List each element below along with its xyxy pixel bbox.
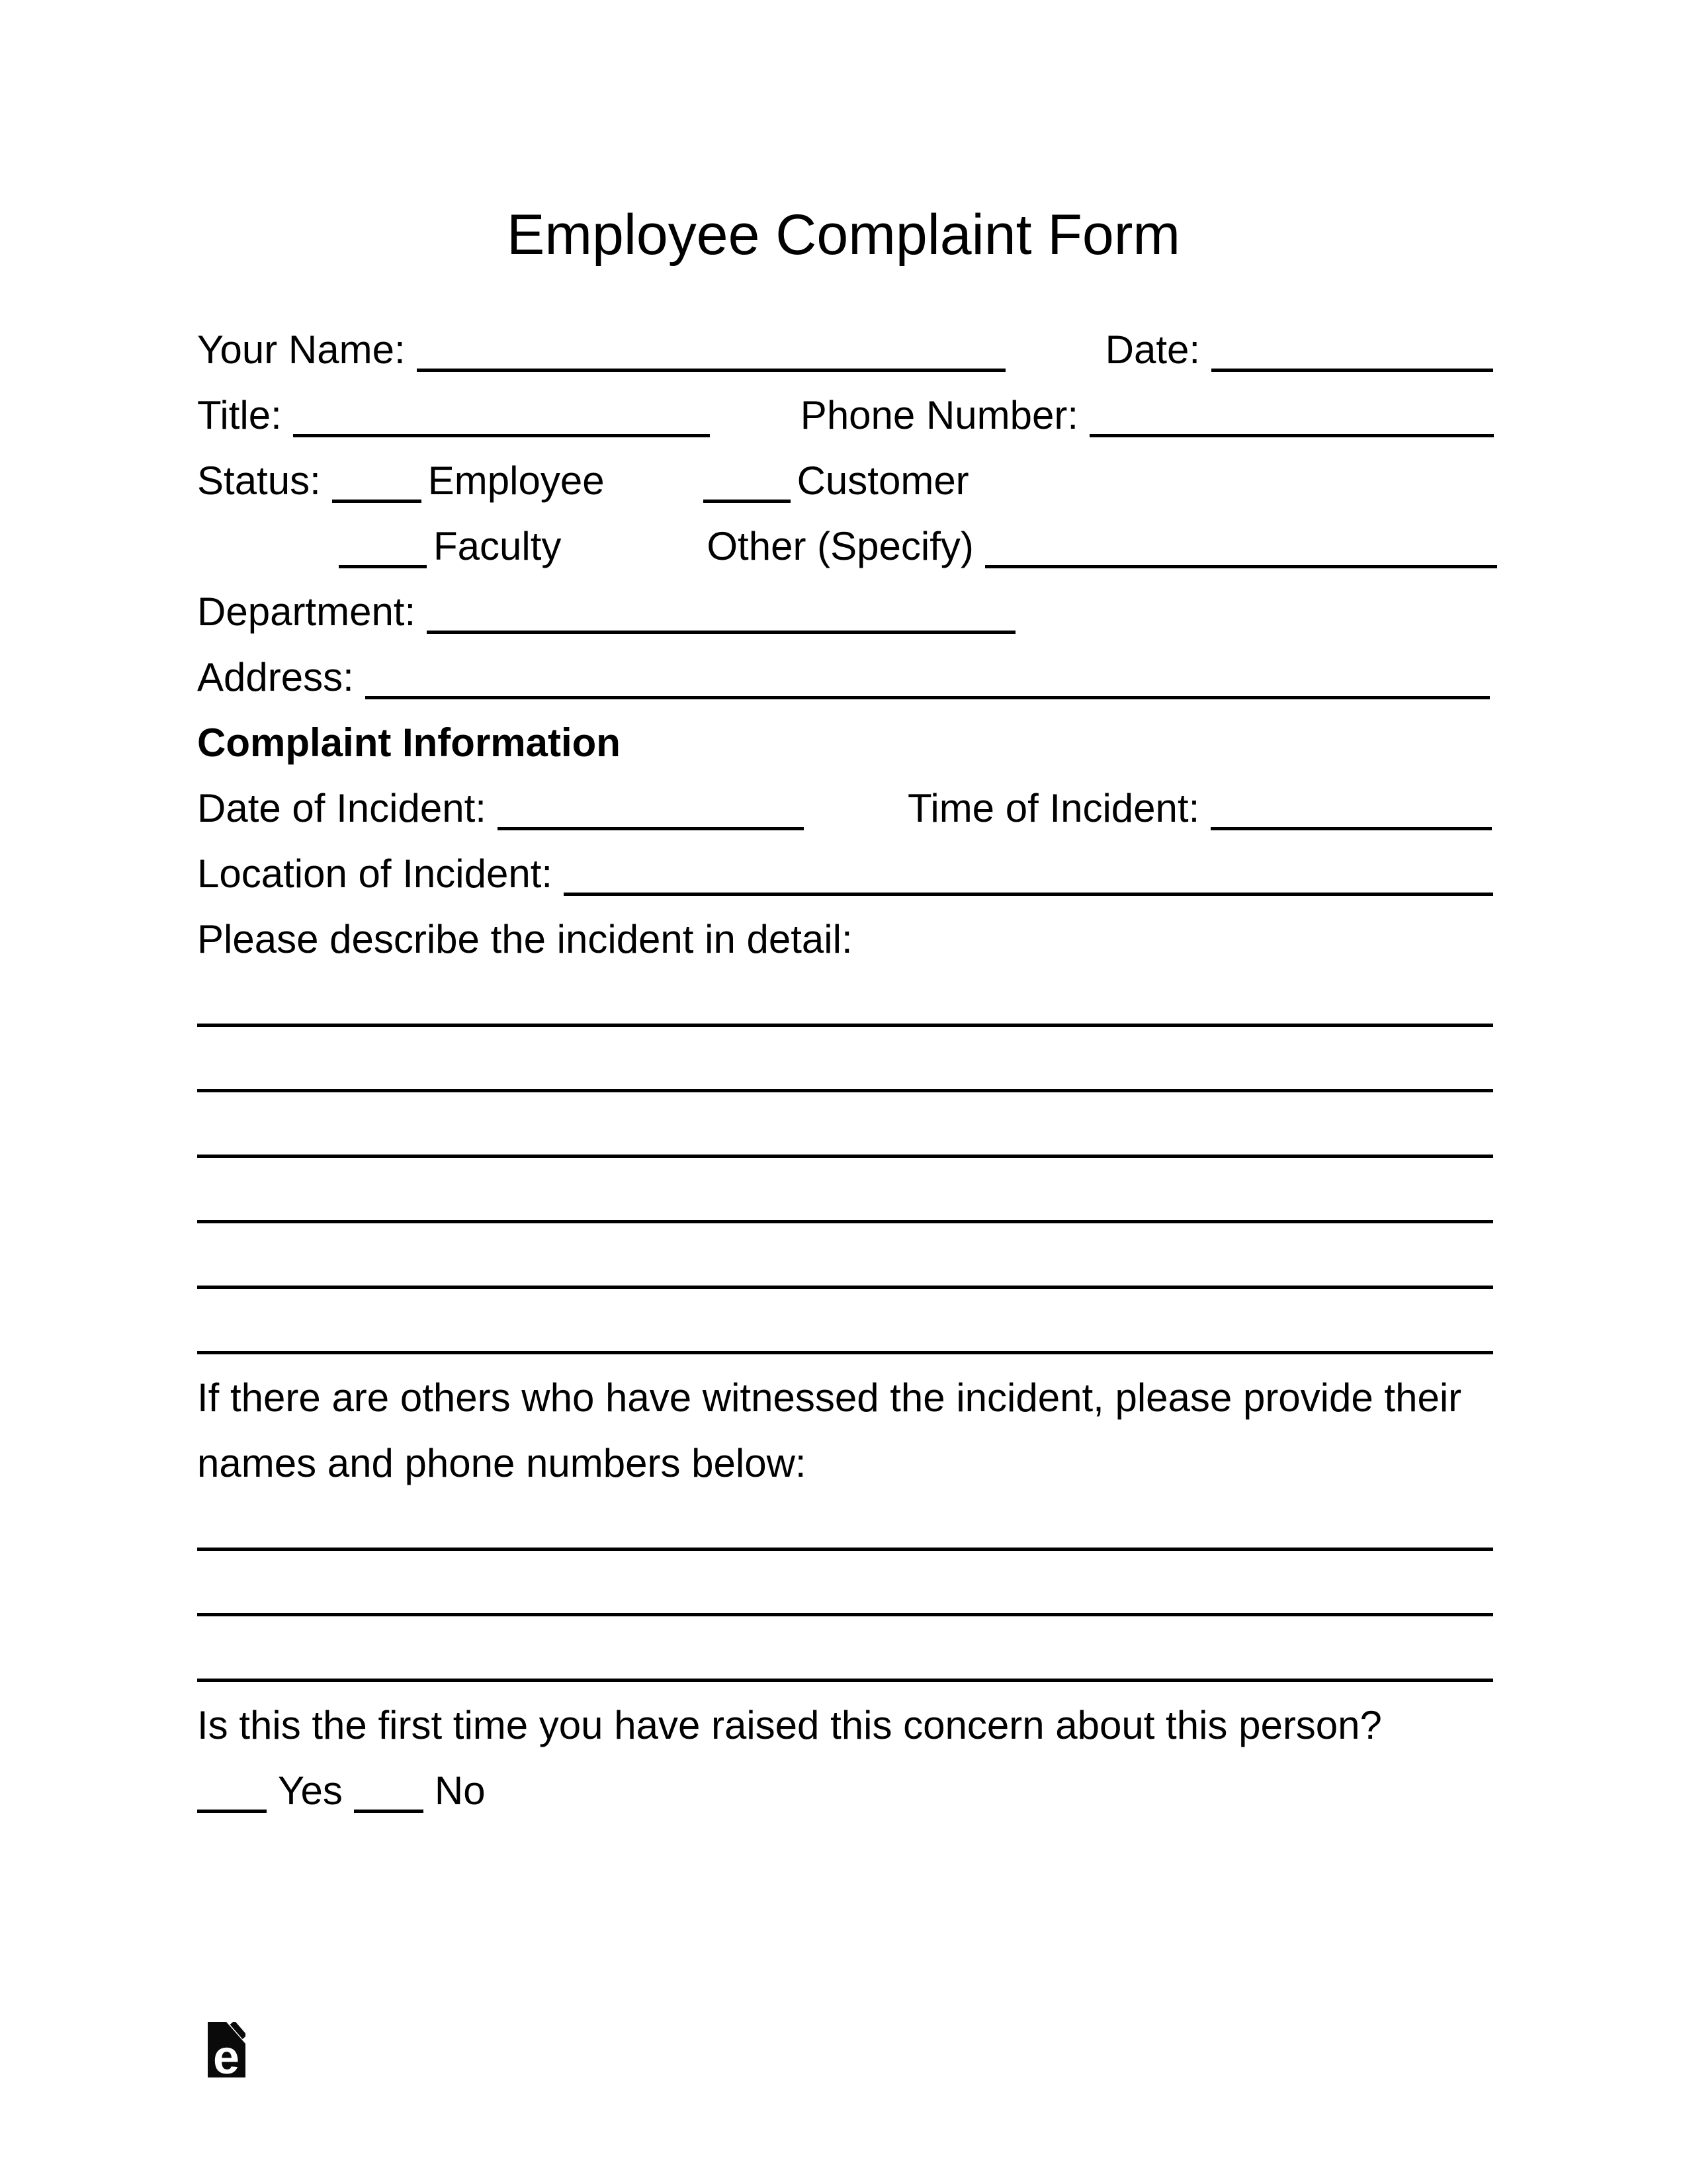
- incident-description-line-4[interactable]: [197, 1220, 1493, 1223]
- row-incident-location: [197, 841, 1493, 906]
- logo-letter: e: [212, 2031, 240, 2077]
- witness-line-row: [197, 1561, 1493, 1627]
- row-first-time-question: [197, 1692, 1493, 1758]
- phone-number-blank[interactable]: [1090, 434, 1494, 437]
- yes-blank[interactable]: [197, 1810, 267, 1813]
- status-customer-blank[interactable]: [703, 500, 791, 503]
- status-faculty-label: Faculty: [433, 524, 562, 568]
- status-customer-label: Customer: [797, 459, 969, 503]
- location-of-incident-label: Location of Incident:: [197, 852, 553, 896]
- witness-line-3[interactable]: [197, 1679, 1493, 1682]
- row-title-phone: [197, 382, 1493, 448]
- date-blank[interactable]: [1211, 369, 1493, 372]
- your-name-blank[interactable]: [417, 369, 1006, 372]
- document-icon: [208, 2022, 245, 2077]
- yes-label: Yes: [278, 1769, 343, 1813]
- row-address: [197, 644, 1493, 710]
- row-yes-no: [197, 1758, 1493, 1823]
- eforms-logo: [208, 2022, 245, 2077]
- description-line-row: [197, 972, 1493, 1037]
- no-blank[interactable]: [354, 1810, 423, 1813]
- row-describe-prompt: [197, 906, 1493, 972]
- witness-line-1[interactable]: [197, 1548, 1493, 1551]
- time-of-incident-blank[interactable]: [1211, 827, 1492, 830]
- phone-number-label: Phone Number:: [800, 393, 1079, 437]
- complaint-section-heading: Complaint Information: [197, 721, 621, 765]
- description-line-row: [197, 1234, 1493, 1299]
- time-of-incident-label: Time of Incident:: [907, 786, 1200, 830]
- status-employee-label: Employee: [427, 459, 605, 503]
- row-status-1: [197, 448, 1493, 513]
- incident-description-line-2[interactable]: [197, 1089, 1493, 1092]
- location-of-incident-blank[interactable]: [564, 893, 1493, 896]
- status-other-label: Other (Specify): [707, 524, 974, 568]
- row-status-2: [197, 513, 1493, 579]
- form-title: Employee Complaint Form: [506, 203, 1181, 267]
- description-line-row: [197, 1168, 1493, 1234]
- status-label: Status:: [197, 459, 321, 503]
- witness-line-2[interactable]: [197, 1613, 1493, 1616]
- incident-description-line-5[interactable]: [197, 1286, 1493, 1289]
- incident-description-line-1[interactable]: [197, 1024, 1493, 1027]
- row-section-heading: [197, 710, 1493, 775]
- first-time-question-label: Is this the first time you have raised this concern about this person?: [197, 1703, 1382, 1747]
- address-blank[interactable]: [365, 696, 1490, 699]
- witness-instruction: If there are others who have witnessed the incident, please provide their names and phone numbers below:: [197, 1376, 1462, 1485]
- incident-description-line-3[interactable]: [197, 1155, 1493, 1158]
- row-department: [197, 579, 1493, 644]
- address-label: Address:: [197, 655, 354, 699]
- title-label: Title:: [197, 393, 282, 437]
- no-label: No: [434, 1769, 486, 1813]
- incident-description-line-6[interactable]: [197, 1351, 1493, 1354]
- department-label: Department:: [197, 590, 416, 634]
- witness-line-row: [197, 1496, 1493, 1561]
- title-blank[interactable]: [293, 434, 710, 437]
- description-line-row: [197, 1037, 1493, 1103]
- row-incident-date-time: [197, 775, 1493, 841]
- status-faculty-blank[interactable]: [339, 565, 427, 568]
- description-line-row: [197, 1103, 1493, 1168]
- description-line-row: [197, 1299, 1493, 1365]
- date-of-incident-label: Date of Incident:: [197, 786, 486, 830]
- form-body: [197, 317, 1493, 1823]
- row-name-date: [197, 317, 1493, 382]
- date-label: Date:: [1105, 328, 1201, 372]
- describe-incident-label: Please describe the incident in detail:: [197, 917, 853, 961]
- your-name-label: Your Name:: [197, 328, 406, 372]
- status-employee-blank[interactable]: [332, 500, 421, 503]
- date-of-incident-blank[interactable]: [497, 827, 804, 830]
- other-specify-blank[interactable]: [985, 565, 1497, 568]
- witness-line-row: [197, 1627, 1493, 1692]
- department-blank[interactable]: [427, 631, 1016, 634]
